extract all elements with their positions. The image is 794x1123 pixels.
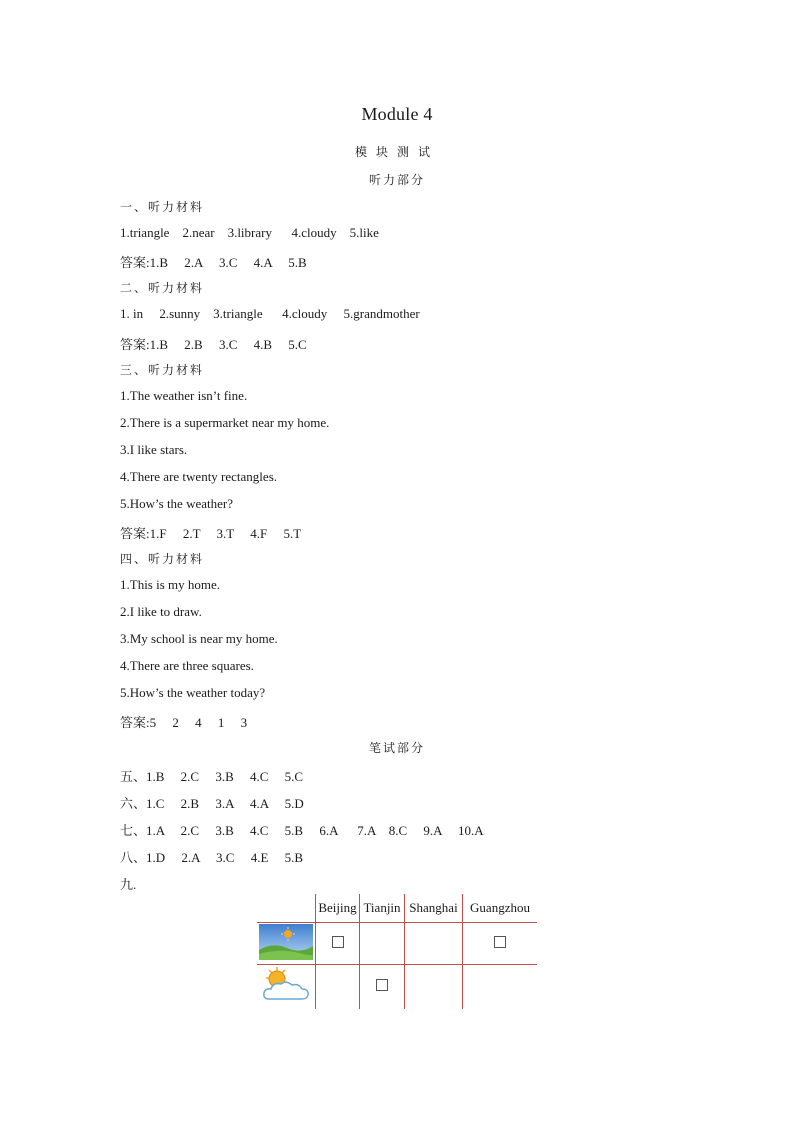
part7-answers: 七、1.A 2.C 3.B 4.C 5.B 6.A 7.A 8.C 9.A 10.A [120, 823, 484, 838]
page-subtitle: 模块测试 [354, 145, 439, 159]
part4-heading: 四、听力材料 [120, 552, 205, 566]
listening-section-heading: 听力部分 [368, 173, 425, 187]
sunny-landscape-icon [259, 924, 313, 960]
row-icon-cell [257, 965, 316, 1010]
part4-line: 4.There are three squares. [120, 658, 254, 673]
part2-answer: 答案:1.B 2.B 3.C 4.B 5.C [120, 337, 307, 352]
row-icon-cell [257, 923, 316, 965]
checkbox-icon[interactable] [376, 979, 388, 991]
part1-items: 1.triangle 2.near 3.library 4.cloudy 5.like [120, 225, 379, 240]
part3-heading: 三、听力材料 [120, 363, 205, 377]
column-header: Guangzhou [463, 894, 538, 923]
table-row [257, 965, 537, 1010]
column-header: Beijing [316, 894, 360, 923]
part5-answers: 五、1.B 2.C 3.B 4.C 5.C [120, 769, 304, 784]
part4-line: 2.I like to draw. [120, 604, 202, 619]
table-row [257, 923, 537, 965]
table-corner-cell [257, 894, 316, 923]
part3-line: 3.I like stars. [120, 442, 188, 457]
page-title: Module 4 [361, 104, 433, 124]
part3-line: 4.There are twenty rectangles. [120, 469, 278, 484]
part3-answer: 答案:1.F 2.T 3.T 4.F 5.T [120, 526, 302, 541]
part4-answer: 答案:5 2 4 1 3 [120, 715, 248, 730]
weather-table [257, 894, 537, 1009]
weather-cell [405, 923, 463, 965]
weather-cell [360, 923, 405, 965]
part3-line: 1.The weather isn’t fine. [120, 388, 248, 403]
part9-label: 九. [120, 877, 137, 892]
part6-answers: 六、1.C 2.B 3.A 4.A 5.D [120, 796, 304, 811]
part3-line: 2.There is a supermarket near my home. [120, 415, 330, 430]
column-header: Tianjin [360, 894, 405, 923]
checkbox-icon[interactable] [494, 936, 506, 948]
weather-cell [316, 923, 360, 965]
table-header-row [257, 894, 537, 923]
part4-line: 3.My school is near my home. [120, 631, 278, 646]
part1-heading: 一、听力材料 [120, 200, 205, 214]
sun-behind-cloud-icon [259, 965, 313, 1005]
weather-cell [360, 965, 405, 1010]
part2-items: 1. in 2.sunny 3.triangle 4.cloudy 5.grandmother [120, 306, 420, 321]
part3-line: 5.How’s the weather? [120, 496, 233, 511]
checkbox-icon[interactable] [332, 936, 344, 948]
part4-line: 1.This is my home. [120, 577, 221, 592]
weather-cell [463, 923, 538, 965]
part8-answers: 八、1.D 2.A 3.C 4.E 5.B [120, 850, 304, 865]
weather-cell [463, 965, 538, 1010]
writing-section-heading: 笔试部分 [368, 741, 425, 755]
part4-line: 5.How’s the weather today? [120, 685, 266, 700]
weather-cell [316, 965, 360, 1010]
weather-cell [405, 965, 463, 1010]
part2-heading: 二、听力材料 [120, 281, 205, 295]
part1-answer: 答案:1.B 2.A 3.C 4.A 5.B [120, 255, 307, 270]
column-header: Shanghai [405, 894, 463, 923]
